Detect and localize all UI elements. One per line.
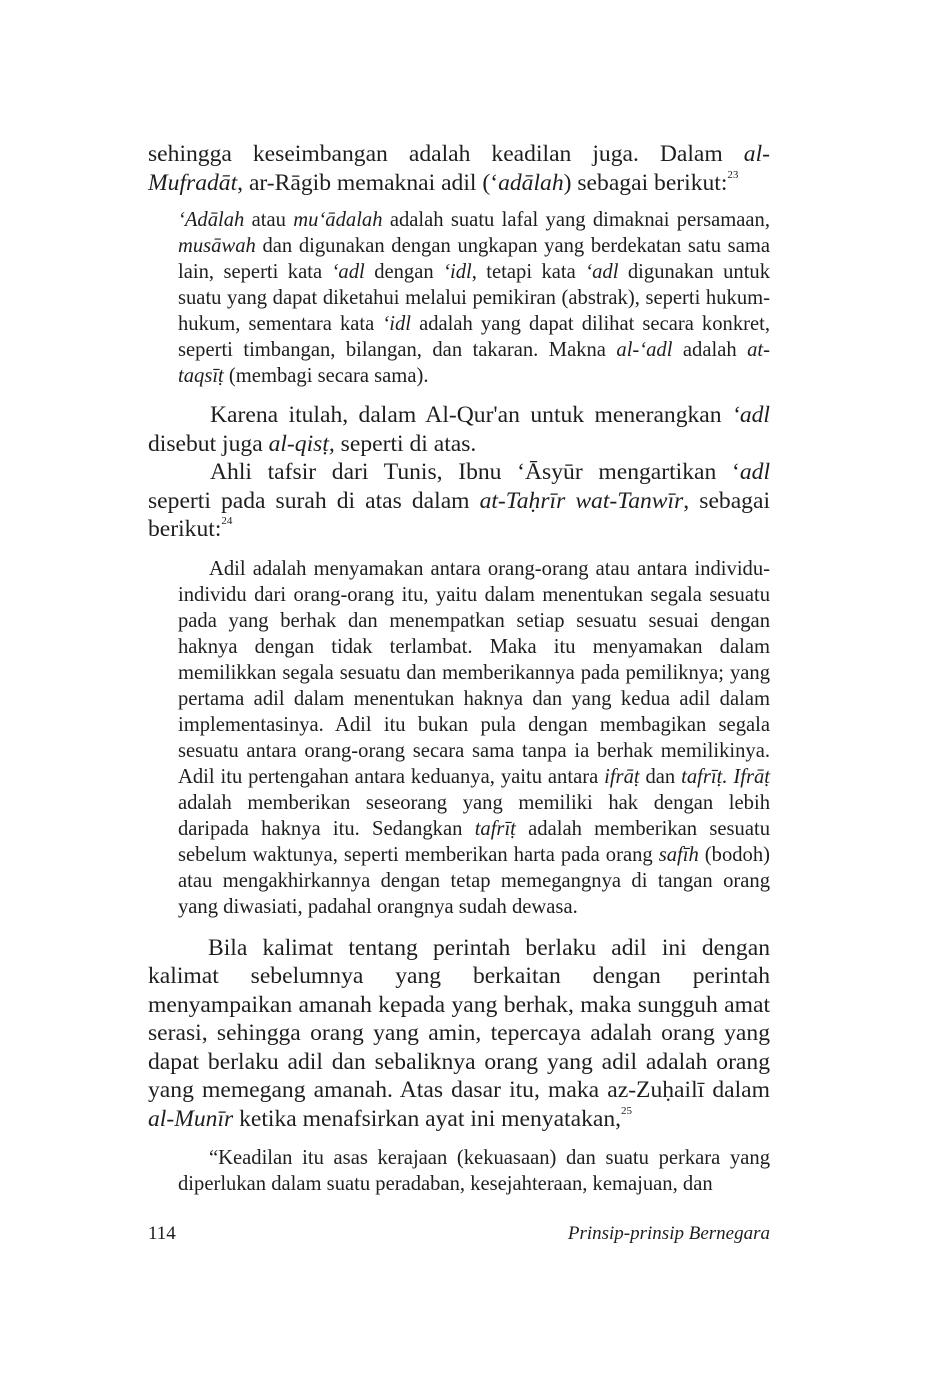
text-run: adalah [672,339,748,361]
text-run: digunakan untuk suatu yang dapat diketahui melalui pemikiran (abstrak), seperti hukum-hukum, sementara kata [178,261,771,335]
text-run: seperti di atas. [334,430,477,457]
paragraph-3 [148,458,770,544]
italic-term: safīh [658,843,699,866]
text-run: “Keadilan itu asas kerajaan (kekuasaan) dan suatu perkara yang diperlukan dalam suatu peradaban, kesejahteraan, kemajuan, dan [178,1147,770,1195]
text-run: adalah suatu lafal yang dimaknai persamaan, [382,209,770,231]
text-run: Karena itulah, dalam Al-Qur'an untuk menerangkan [210,402,732,428]
italic-term: al-Mufradāt [148,141,770,196]
italic-term: musāwah [178,235,256,257]
text-run: adalah memberikan seseorang yang memiliki hak dengan lebih daripada haknya itu. Sedangkan [178,791,770,840]
italic-term: at-Taḥrīr wat-Tanwīr [479,487,684,514]
footnote-ref-25[interactable]: 25 [621,1104,633,1117]
text-run: , ar-Rāgib memaknai adil (‘ [237,169,499,196]
paragraph-1 [148,140,770,197]
italic-term: ‘adl [585,261,619,283]
text-run: adalah memberikan sesuatu sebelum waktunya, seperti memberikan harta pada orang [178,817,770,866]
text-run: dengan [364,261,444,283]
running-title: Prinsip-prinsip Bernegara [567,1223,770,1244]
text-run: Ahli tafsir dari Tunis, Ibnu ‘Āsyūr mengartikan ‘ [210,459,740,485]
text-run: ) sebagai berikut: [563,169,728,196]
text-run: , tetapi kata [471,261,586,283]
italic-term: al-‘adl [616,339,673,361]
footnote-ref-23[interactable]: 23 [727,168,739,181]
page-body [148,140,770,1197]
italic-term: tafrīṭ. Ifrāṭ [681,765,770,788]
italic-term: ‘adl [731,402,770,428]
italic-term: mu‘ādalah [293,209,383,231]
text-run: , sebagai berikut: [148,487,771,542]
text-run: seperti pada surah di atas dalam [148,487,480,514]
text-run: dan [639,765,682,788]
text-run: (membagi secara sama). [223,365,429,387]
block-quote-1 [148,207,770,389]
italic-term: ifrāṭ [604,765,640,788]
italic-term: adl [739,459,770,485]
text-run: Adil adalah menyamakan antara orang-orang atau antara individu-individu dari orang-orang itu, yaitu dalam menentukan segala sesuatu pada yang berhak dan menempatkan setiap sesuatu sesuai dengan haknya dengan tidak terlambat. Maka itu menyamakan dalam memilikkan segala sesuatu dan memberikannya pada pemiliknya; yang pertama adil dalam menentukan haknya dan yang kedua adil dalam implementasinya. Adil itu bukan pula dengan membagikan segala sesuatu antara orang-orang secara sama tanpa ia berhak memilikinya. Adil itu pertengahan antara keduanya, yaitu antara [178,557,770,788]
italic-term: al-Munīr [148,1105,234,1132]
italic-term: ‘Adālah [178,209,245,231]
paragraph-2 [148,401,770,458]
text-run: adalah yang dapat dilihat secara konkret, seperti timbangan, bilangan, dan takaran. Makna [178,313,770,361]
text-run: sehingga keseimbangan adalah keadilan juga. Dalam [148,141,744,167]
italic-term: al-qisṭ, [268,430,335,457]
text-run: atau [244,209,294,231]
text-run: Bila kalimat tentang perintah berlaku adil ini dengan kalimat sebelumnya yang berkaitan dengan perintah menyampaikan amanah kepada yang berhak, maka sungguh amat serasi, sehingga orang yang amin, tepercaya adalah orang yang dapat berlaku adil dan sebaliknya orang yang adil adalah orang yang memegang amanah. Atas dasar itu, maka az-Zuḥailī dalam [148,934,770,1103]
italic-term: ‘adl [331,261,365,283]
text-run: (bodoh) atau mengakhirkannya dengan tetap memegangnya di tangan orang yang diwasiati, padahal orangnya sudah dewasa. [178,843,770,918]
italic-term: adālah [498,169,564,196]
italic-term: ‘idl [382,313,411,335]
block-quote-2 [148,556,770,920]
italic-term: ‘idl [443,261,472,283]
text-run: disebut juga [148,430,269,457]
text-run: ketika menafsirkan ayat ini menyatakan, [233,1105,622,1132]
block-quote-3 [148,1145,770,1197]
text-run: dan digunakan dengan ungkapan yang berdekatan satu sama lain, seperti kata [178,235,770,283]
footnote-ref-24[interactable]: 24 [221,515,233,527]
italic-term: tafrīṭ [474,817,516,840]
italic-term: at-taqsīṭ [178,339,770,387]
page-number: 114 [148,1223,176,1244]
paragraph-4 [148,934,770,1134]
